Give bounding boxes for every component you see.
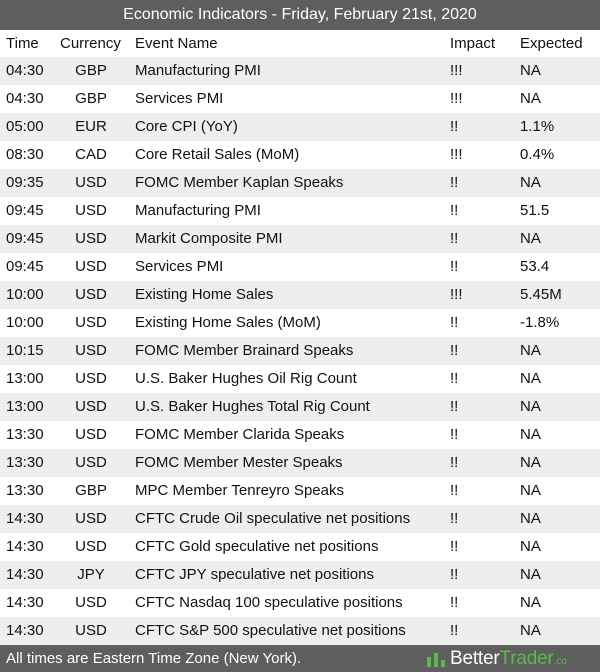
- table-row: [0, 281, 600, 309]
- footer-bar: [0, 645, 600, 672]
- cell-impact: !!!: [450, 90, 463, 107]
- cell-currency: USD: [75, 370, 107, 387]
- cell-event-name: MPC Member Tenreyro Speaks: [135, 482, 344, 499]
- table-row: [0, 477, 600, 505]
- cell-time: 13:00: [6, 398, 44, 415]
- cell-expected: NA: [520, 426, 541, 443]
- cell-impact: !!: [450, 342, 459, 359]
- timezone-note: All times are Eastern Time Zone (New York).: [6, 650, 302, 667]
- cell-time: 09:45: [6, 230, 44, 247]
- table-header: [0, 30, 600, 58]
- cell-currency: GBP: [75, 62, 107, 79]
- cell-event-name: FOMC Member Clarida Speaks: [135, 426, 345, 443]
- brand-name: Better: [450, 648, 500, 669]
- cell-expected: NA: [520, 370, 541, 387]
- cell-time: 08:30: [6, 146, 44, 163]
- cell-time: 14:30: [6, 566, 44, 583]
- cell-time: 14:30: [6, 510, 44, 527]
- cell-impact: !!: [450, 118, 459, 135]
- cell-currency: EUR: [75, 118, 107, 135]
- cell-time: 14:30: [6, 622, 44, 639]
- table-row: [0, 113, 600, 141]
- cell-event-name: Services PMI: [135, 90, 224, 107]
- cell-expected: 51.5: [520, 202, 550, 219]
- cell-currency: USD: [75, 314, 107, 331]
- column-header-event: Event Name: [135, 35, 218, 52]
- table-row: [0, 505, 600, 533]
- cell-event-name: CFTC JPY speculative net positions: [135, 566, 374, 583]
- cell-impact: !!: [450, 454, 459, 471]
- cell-event-name: Markit Composite PMI: [135, 230, 283, 247]
- cell-impact: !!: [450, 538, 459, 555]
- brand-accent: Trader: [499, 648, 554, 669]
- cell-impact: !!: [450, 230, 459, 247]
- cell-currency: JPY: [77, 566, 105, 583]
- table-row: [0, 309, 600, 337]
- cell-event-name: Existing Home Sales: [135, 286, 274, 303]
- table-row: [0, 533, 600, 561]
- cell-currency: USD: [75, 454, 107, 471]
- cell-event-name: FOMC Member Mester Speaks: [135, 454, 343, 471]
- table-body: [0, 57, 600, 645]
- cell-currency: USD: [75, 538, 107, 555]
- table-row: [0, 561, 600, 589]
- cell-event-name: CFTC S&P 500 speculative net positions: [135, 622, 406, 639]
- cell-time: 09:45: [6, 202, 44, 219]
- cell-impact: !!: [450, 370, 459, 387]
- cell-impact: !!: [450, 482, 459, 499]
- cell-expected: 5.45M: [520, 286, 562, 303]
- cell-impact: !!: [450, 622, 459, 639]
- table-row: [0, 393, 600, 421]
- cell-event-name: Existing Home Sales (MoM): [135, 314, 321, 331]
- table-row: [0, 589, 600, 617]
- bar-chart-icon: [426, 650, 446, 668]
- cell-currency: USD: [75, 594, 107, 611]
- table-row: [0, 197, 600, 225]
- table-row: [0, 169, 600, 197]
- cell-currency: USD: [75, 342, 107, 359]
- column-header-impact: Impact: [450, 35, 496, 52]
- cell-time: 13:30: [6, 454, 44, 471]
- brand-logo: [426, 645, 567, 672]
- cell-time: 14:30: [6, 538, 44, 555]
- cell-time: 04:30: [6, 90, 44, 107]
- cell-impact: !!: [450, 566, 459, 583]
- cell-currency: USD: [75, 230, 107, 247]
- cell-currency: USD: [75, 398, 107, 415]
- cell-currency: CAD: [75, 146, 107, 163]
- cell-time: 05:00: [6, 118, 44, 135]
- cell-expected: NA: [520, 538, 541, 555]
- cell-currency: GBP: [75, 90, 107, 107]
- cell-expected: 1.1%: [520, 118, 555, 135]
- cell-expected: -1.8%: [520, 314, 560, 331]
- cell-expected: NA: [520, 566, 541, 583]
- cell-event-name: Core CPI (YoY): [135, 118, 238, 135]
- cell-time: 04:30: [6, 62, 44, 79]
- cell-impact: !!: [450, 398, 459, 415]
- cell-time: 13:30: [6, 482, 44, 499]
- cell-expected: NA: [520, 454, 541, 471]
- cell-currency: USD: [75, 174, 107, 191]
- cell-currency: USD: [75, 510, 107, 527]
- cell-time: 14:30: [6, 594, 44, 611]
- cell-impact: !!!: [450, 146, 463, 163]
- table-row: [0, 253, 600, 281]
- cell-currency: USD: [75, 426, 107, 443]
- cell-time: 10:00: [6, 286, 44, 303]
- cell-expected: NA: [520, 594, 541, 611]
- cell-time: 10:15: [6, 342, 44, 359]
- cell-expected: 53.4: [520, 258, 550, 275]
- cell-expected: NA: [520, 510, 541, 527]
- cell-expected: 0.4%: [520, 146, 555, 163]
- cell-time: 09:45: [6, 258, 44, 275]
- cell-impact: !!!: [450, 286, 463, 303]
- cell-event-name: U.S. Baker Hughes Oil Rig Count: [135, 370, 357, 387]
- cell-time: 09:35: [6, 174, 44, 191]
- brand-tld: .co: [553, 656, 567, 667]
- cell-event-name: CFTC Nasdaq 100 speculative positions: [135, 594, 403, 611]
- cell-expected: NA: [520, 622, 541, 639]
- table-row: [0, 225, 600, 253]
- cell-event-name: FOMC Member Brainard Speaks: [135, 342, 354, 359]
- cell-expected: NA: [520, 482, 541, 499]
- cell-impact: !!: [450, 258, 459, 275]
- column-header-expected: Expected: [520, 35, 583, 52]
- table-row: [0, 141, 600, 169]
- table-row: [0, 617, 600, 645]
- cell-impact: !!: [450, 426, 459, 443]
- cell-event-name: CFTC Gold speculative net positions: [135, 538, 379, 555]
- cell-event-name: Core Retail Sales (MoM): [135, 146, 300, 163]
- table-row: [0, 85, 600, 113]
- column-header-currency: Currency: [60, 35, 121, 52]
- cell-event-name: U.S. Baker Hughes Total Rig Count: [135, 398, 370, 415]
- cell-currency: USD: [75, 258, 107, 275]
- cell-currency: GBP: [75, 482, 107, 499]
- cell-event-name: Services PMI: [135, 258, 224, 275]
- cell-event-name: FOMC Member Kaplan Speaks: [135, 174, 344, 191]
- column-header-time: Time: [6, 35, 39, 52]
- cell-event-name: Manufacturing PMI: [135, 62, 261, 79]
- cell-currency: USD: [75, 286, 107, 303]
- cell-impact: !!: [450, 174, 459, 191]
- cell-expected: NA: [520, 230, 541, 247]
- table-row: [0, 57, 600, 85]
- cell-expected: NA: [520, 342, 541, 359]
- cell-currency: USD: [75, 622, 107, 639]
- cell-expected: NA: [520, 174, 541, 191]
- cell-currency: USD: [75, 202, 107, 219]
- cell-time: 13:30: [6, 426, 44, 443]
- cell-expected: NA: [520, 62, 541, 79]
- cell-impact: !!: [450, 202, 459, 219]
- table-row: [0, 449, 600, 477]
- table-row: [0, 337, 600, 365]
- cell-impact: !!: [450, 510, 459, 527]
- cell-time: 10:00: [6, 314, 44, 331]
- table-row: [0, 365, 600, 393]
- cell-expected: NA: [520, 90, 541, 107]
- calendar-title: Economic Indicators - Friday, February 21st, 2020: [0, 0, 600, 30]
- cell-event-name: Manufacturing PMI: [135, 202, 261, 219]
- cell-event-name: CFTC Crude Oil speculative net positions: [135, 510, 411, 527]
- cell-expected: NA: [520, 398, 541, 415]
- cell-impact: !!!: [450, 62, 463, 79]
- cell-time: 13:00: [6, 370, 44, 387]
- cell-impact: !!: [450, 594, 459, 611]
- cell-impact: !!: [450, 314, 459, 331]
- table-row: [0, 421, 600, 449]
